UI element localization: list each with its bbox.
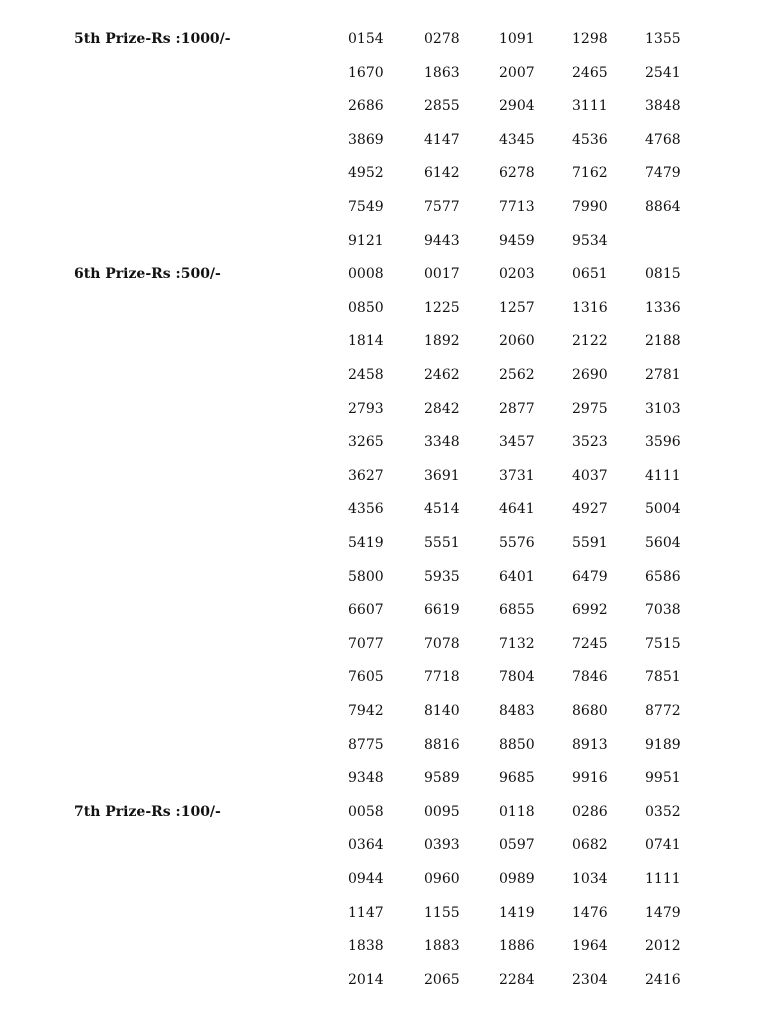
ticket-number: 1034 xyxy=(572,871,608,887)
ticket-number: 0352 xyxy=(645,803,681,820)
ticket-number: 9121 xyxy=(348,232,384,249)
ticket-number: 8680 xyxy=(572,703,608,719)
ticket-number: 6142 xyxy=(424,165,460,182)
ticket-number: 5935 xyxy=(424,568,460,585)
ticket-number: 0944 xyxy=(348,871,384,887)
ticket-number: 2122 xyxy=(572,333,608,350)
ticket-number: 4768 xyxy=(645,131,681,148)
ticket-number: 3523 xyxy=(572,434,608,451)
ticket-number: 3596 xyxy=(645,434,681,451)
ticket-number: 0286 xyxy=(572,803,608,820)
ticket-number: 2284 xyxy=(499,971,535,988)
ticket-number: 5004 xyxy=(645,501,681,518)
ticket-number: 1476 xyxy=(572,904,608,921)
ticket-number: 1964 xyxy=(572,938,608,955)
ticket-number: 8483 xyxy=(499,703,535,719)
ticket-number: 0154 xyxy=(348,31,384,47)
ticket-number: 2781 xyxy=(645,367,681,383)
ticket-number: 4345 xyxy=(499,131,535,148)
ticket-number: 2462 xyxy=(424,367,460,383)
ticket-number: 9951 xyxy=(645,770,681,787)
ticket-number: 0682 xyxy=(572,837,608,854)
ticket-number: 0058 xyxy=(348,803,384,820)
ticket-number: 7038 xyxy=(645,602,681,619)
ticket-number: 2007 xyxy=(499,64,535,81)
ticket-number: 0364 xyxy=(348,837,384,854)
ticket-number: 3457 xyxy=(499,434,535,451)
ticket-number: 2686 xyxy=(348,98,384,115)
ticket-number: 0017 xyxy=(424,266,460,283)
ticket-number: 9685 xyxy=(499,770,535,787)
ticket-number: 2793 xyxy=(348,400,384,417)
ticket-number: 4111 xyxy=(645,467,681,484)
ticket-number: 5551 xyxy=(424,535,460,551)
ticket-number: 4514 xyxy=(424,501,460,518)
ticket-number: 0597 xyxy=(499,837,535,854)
ticket-number: 7515 xyxy=(645,635,681,652)
ticket-number: 3265 xyxy=(348,434,384,451)
ticket-number: 0393 xyxy=(424,837,460,854)
ticket-number: 2877 xyxy=(499,400,535,417)
ticket-number: 3731 xyxy=(499,467,535,484)
ticket-number: 2060 xyxy=(499,333,535,350)
prize-label: 7th Prize-Rs :100/- xyxy=(74,803,221,820)
ticket-number: 0815 xyxy=(645,266,681,283)
ticket-number: 3627 xyxy=(348,467,384,484)
ticket-number: 3111 xyxy=(572,98,608,115)
ticket-number: 8140 xyxy=(424,703,460,719)
ticket-number: 0118 xyxy=(499,803,535,820)
ticket-number: 2541 xyxy=(645,64,681,81)
ticket-number: 1155 xyxy=(424,904,460,921)
ticket-number: 1419 xyxy=(499,904,535,921)
ticket-number: 0203 xyxy=(499,266,535,283)
ticket-number: 1355 xyxy=(645,31,681,47)
ticket-number: 1225 xyxy=(424,299,460,316)
ticket-number: 0741 xyxy=(645,837,681,854)
ticket-number: 0278 xyxy=(424,31,460,47)
prize-label: 5th Prize-Rs :1000/- xyxy=(74,31,231,47)
ticket-number: 2975 xyxy=(572,400,608,417)
ticket-number: 3848 xyxy=(645,98,681,115)
ticket-number: 7942 xyxy=(348,703,384,719)
ticket-number: 8775 xyxy=(348,736,384,753)
ticket-number: 7479 xyxy=(645,165,681,182)
ticket-number: 4037 xyxy=(572,467,608,484)
ticket-number: 7549 xyxy=(348,199,384,215)
ticket-number: 9589 xyxy=(424,770,460,787)
ticket-number: 7577 xyxy=(424,199,460,215)
ticket-number: 7078 xyxy=(424,635,460,652)
ticket-number: 1863 xyxy=(424,64,460,81)
ticket-number: 6278 xyxy=(499,165,535,182)
ticket-number: 4536 xyxy=(572,131,608,148)
ticket-number: 7605 xyxy=(348,669,384,686)
ticket-number: 1257 xyxy=(499,299,535,316)
ticket-number: 9916 xyxy=(572,770,608,787)
ticket-number: 7077 xyxy=(348,635,384,652)
ticket-number: 2465 xyxy=(572,64,608,81)
ticket-number: 2842 xyxy=(424,400,460,417)
ticket-number: 5576 xyxy=(499,535,535,551)
ticket-number: 6607 xyxy=(348,602,384,619)
ticket-number: 1111 xyxy=(645,871,681,887)
ticket-number: 5800 xyxy=(348,568,384,585)
ticket-number: 5604 xyxy=(645,535,681,551)
ticket-number: 2188 xyxy=(645,333,681,350)
ticket-number: 9459 xyxy=(499,232,535,249)
ticket-number: 2690 xyxy=(572,367,608,383)
prize-label: 6th Prize-Rs :500/- xyxy=(74,266,221,283)
ticket-number: 4952 xyxy=(348,165,384,182)
ticket-number: 9534 xyxy=(572,232,608,249)
ticket-number: 7245 xyxy=(572,635,608,652)
ticket-number: 7132 xyxy=(499,635,535,652)
ticket-number: 0651 xyxy=(572,266,608,283)
ticket-number: 7713 xyxy=(499,199,535,215)
ticket-number: 5591 xyxy=(572,535,608,551)
ticket-number: 3348 xyxy=(424,434,460,451)
ticket-number: 6992 xyxy=(572,602,608,619)
ticket-number: 1316 xyxy=(572,299,608,316)
ticket-number: 0989 xyxy=(499,871,535,887)
ticket-number: 7990 xyxy=(572,199,608,215)
ticket-number: 8913 xyxy=(572,736,608,753)
ticket-number: 0008 xyxy=(348,266,384,283)
ticket-number: 5419 xyxy=(348,535,384,551)
ticket-number: 0960 xyxy=(424,871,460,887)
ticket-number: 2065 xyxy=(424,971,460,988)
ticket-number: 1886 xyxy=(499,938,535,955)
ticket-number: 1298 xyxy=(572,31,608,47)
ticket-number: 0095 xyxy=(424,803,460,820)
ticket-number: 6586 xyxy=(645,568,681,585)
ticket-number: 2855 xyxy=(424,98,460,115)
ticket-number: 0850 xyxy=(348,299,384,316)
ticket-number: 7804 xyxy=(499,669,535,686)
ticket-number: 3103 xyxy=(645,400,681,417)
ticket-number: 4356 xyxy=(348,501,384,518)
ticket-number: 4147 xyxy=(424,131,460,148)
ticket-number: 1838 xyxy=(348,938,384,955)
ticket-number: 8864 xyxy=(645,199,681,215)
ticket-number: 1892 xyxy=(424,333,460,350)
ticket-number: 1479 xyxy=(645,904,681,921)
ticket-number: 2416 xyxy=(645,971,681,988)
ticket-number: 7846 xyxy=(572,669,608,686)
ticket-number: 3869 xyxy=(348,131,384,148)
ticket-number: 2562 xyxy=(499,367,535,383)
ticket-number: 2904 xyxy=(499,98,535,115)
ticket-number: 2012 xyxy=(645,938,681,955)
ticket-number: 7162 xyxy=(572,165,608,182)
ticket-number: 6619 xyxy=(424,602,460,619)
ticket-number: 4927 xyxy=(572,501,608,518)
ticket-number: 3691 xyxy=(424,467,460,484)
ticket-number: 7851 xyxy=(645,669,681,686)
ticket-number: 1670 xyxy=(348,64,384,81)
ticket-number: 8772 xyxy=(645,703,681,719)
ticket-number: 2014 xyxy=(348,971,384,988)
ticket-number: 7718 xyxy=(424,669,460,686)
ticket-number: 1883 xyxy=(424,938,460,955)
ticket-number: 1091 xyxy=(499,31,535,47)
ticket-number: 9443 xyxy=(424,232,460,249)
ticket-number: 1147 xyxy=(348,904,384,921)
ticket-number: 9189 xyxy=(645,736,681,753)
ticket-number: 8850 xyxy=(499,736,535,753)
ticket-number: 8816 xyxy=(424,736,460,753)
ticket-number: 9348 xyxy=(348,770,384,787)
ticket-number: 2458 xyxy=(348,367,384,383)
ticket-number: 6855 xyxy=(499,602,535,619)
ticket-number: 1336 xyxy=(645,299,681,316)
ticket-number: 4641 xyxy=(499,501,535,518)
ticket-number: 6479 xyxy=(572,568,608,585)
ticket-number: 1814 xyxy=(348,333,384,350)
ticket-number: 6401 xyxy=(499,568,535,585)
ticket-number: 2304 xyxy=(572,971,608,988)
